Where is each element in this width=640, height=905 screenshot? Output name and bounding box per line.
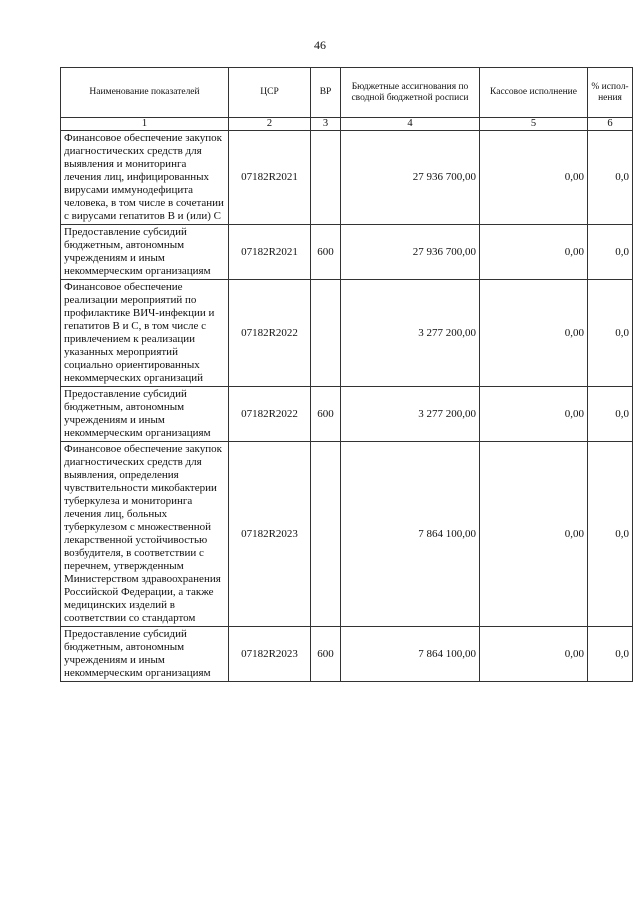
header-budget: Бюджетные ассигнования по сводной бюджетной росписи xyxy=(341,68,480,118)
column-number: 3 xyxy=(311,118,341,131)
execution-percent: 0,0 xyxy=(588,280,633,387)
budget-amount: 27 936 700,00 xyxy=(341,225,480,280)
vr-code xyxy=(311,280,341,387)
csr-code: 07182R2021 xyxy=(229,131,311,225)
column-number: 6 xyxy=(588,118,633,131)
csr-code: 07182R2022 xyxy=(229,387,311,442)
cash-execution: 0,00 xyxy=(480,387,588,442)
table-row xyxy=(61,131,633,225)
budget-execution-table xyxy=(60,67,633,682)
table-row xyxy=(61,280,633,387)
indicator-name: Финансовое обеспечение закупок диагностических средств для выявления, определения чувствительности микобактерии туберкулеза и мониторинга лечения лиц, больных туберкулезом с множественной лекарственной устойчивостью возбудителя, в соответствии с перечнем, утвержденным Министерством здравоохранения Российской Федерации, а также медицинских изделий в соответствии со стандартом xyxy=(61,442,229,627)
budget-amount: 7 864 100,00 xyxy=(341,442,480,627)
csr-code: 07182R2023 xyxy=(229,627,311,682)
column-number-row xyxy=(61,118,633,131)
column-number: 1 xyxy=(61,118,229,131)
table-row xyxy=(61,387,633,442)
table-row xyxy=(61,225,633,280)
csr-code: 07182R2021 xyxy=(229,225,311,280)
execution-percent: 0,0 xyxy=(588,225,633,280)
cash-execution: 0,00 xyxy=(480,627,588,682)
header-name: Наименование показателей xyxy=(61,68,229,118)
vr-code: 600 xyxy=(311,387,341,442)
budget-amount: 3 277 200,00 xyxy=(341,280,480,387)
indicator-name: Финансовое обеспечение реализации мероприятий по профилактике ВИЧ-инфекции и гепатитов B и C, в том числе с привлечением к реализации указанных мероприятий социально ориентированных некоммерческих организаций xyxy=(61,280,229,387)
table-row xyxy=(61,627,633,682)
vr-code xyxy=(311,442,341,627)
execution-percent: 0,0 xyxy=(588,387,633,442)
page-number: 46 xyxy=(314,38,326,52)
column-number: 5 xyxy=(480,118,588,131)
budget-amount: 27 936 700,00 xyxy=(341,131,480,225)
column-number: 4 xyxy=(341,118,480,131)
cash-execution: 0,00 xyxy=(480,442,588,627)
header-row xyxy=(61,68,633,118)
header-cash: Кассовое исполнение xyxy=(480,68,588,118)
vr-code: 600 xyxy=(311,627,341,682)
header-vr: ВР xyxy=(311,68,341,118)
budget-amount: 3 277 200,00 xyxy=(341,387,480,442)
cash-execution: 0,00 xyxy=(480,225,588,280)
csr-code: 07182R2022 xyxy=(229,280,311,387)
table-row xyxy=(61,442,633,627)
indicator-name: Предоставление субсидий бюджетным, автономным учреждениям и иным некоммерческим организациям xyxy=(61,387,229,442)
indicator-name: Предоставление субсидий бюджетным, автономным учреждениям и иным некоммерческим организациям xyxy=(61,225,229,280)
header-csr: ЦСР xyxy=(229,68,311,118)
vr-code: 600 xyxy=(311,225,341,280)
execution-percent: 0,0 xyxy=(588,627,633,682)
indicator-name: Предоставление субсидий бюджетным, автономным учреждениям и иным некоммерческим организациям xyxy=(61,627,229,682)
column-number: 2 xyxy=(229,118,311,131)
indicator-name: Финансовое обеспечение закупок диагностических средств для выявления и мониторинга лечения лиц, инфицированных вирусами иммунодефицита человека, в том числе в сочетании с вирусами гепатитов B и (или) C xyxy=(61,131,229,225)
vr-code xyxy=(311,131,341,225)
execution-percent: 0,0 xyxy=(588,442,633,627)
budget-amount: 7 864 100,00 xyxy=(341,627,480,682)
cash-execution: 0,00 xyxy=(480,280,588,387)
csr-code: 07182R2023 xyxy=(229,442,311,627)
cash-execution: 0,00 xyxy=(480,131,588,225)
header-percent: % испол-нения xyxy=(588,68,633,118)
execution-percent: 0,0 xyxy=(588,131,633,225)
